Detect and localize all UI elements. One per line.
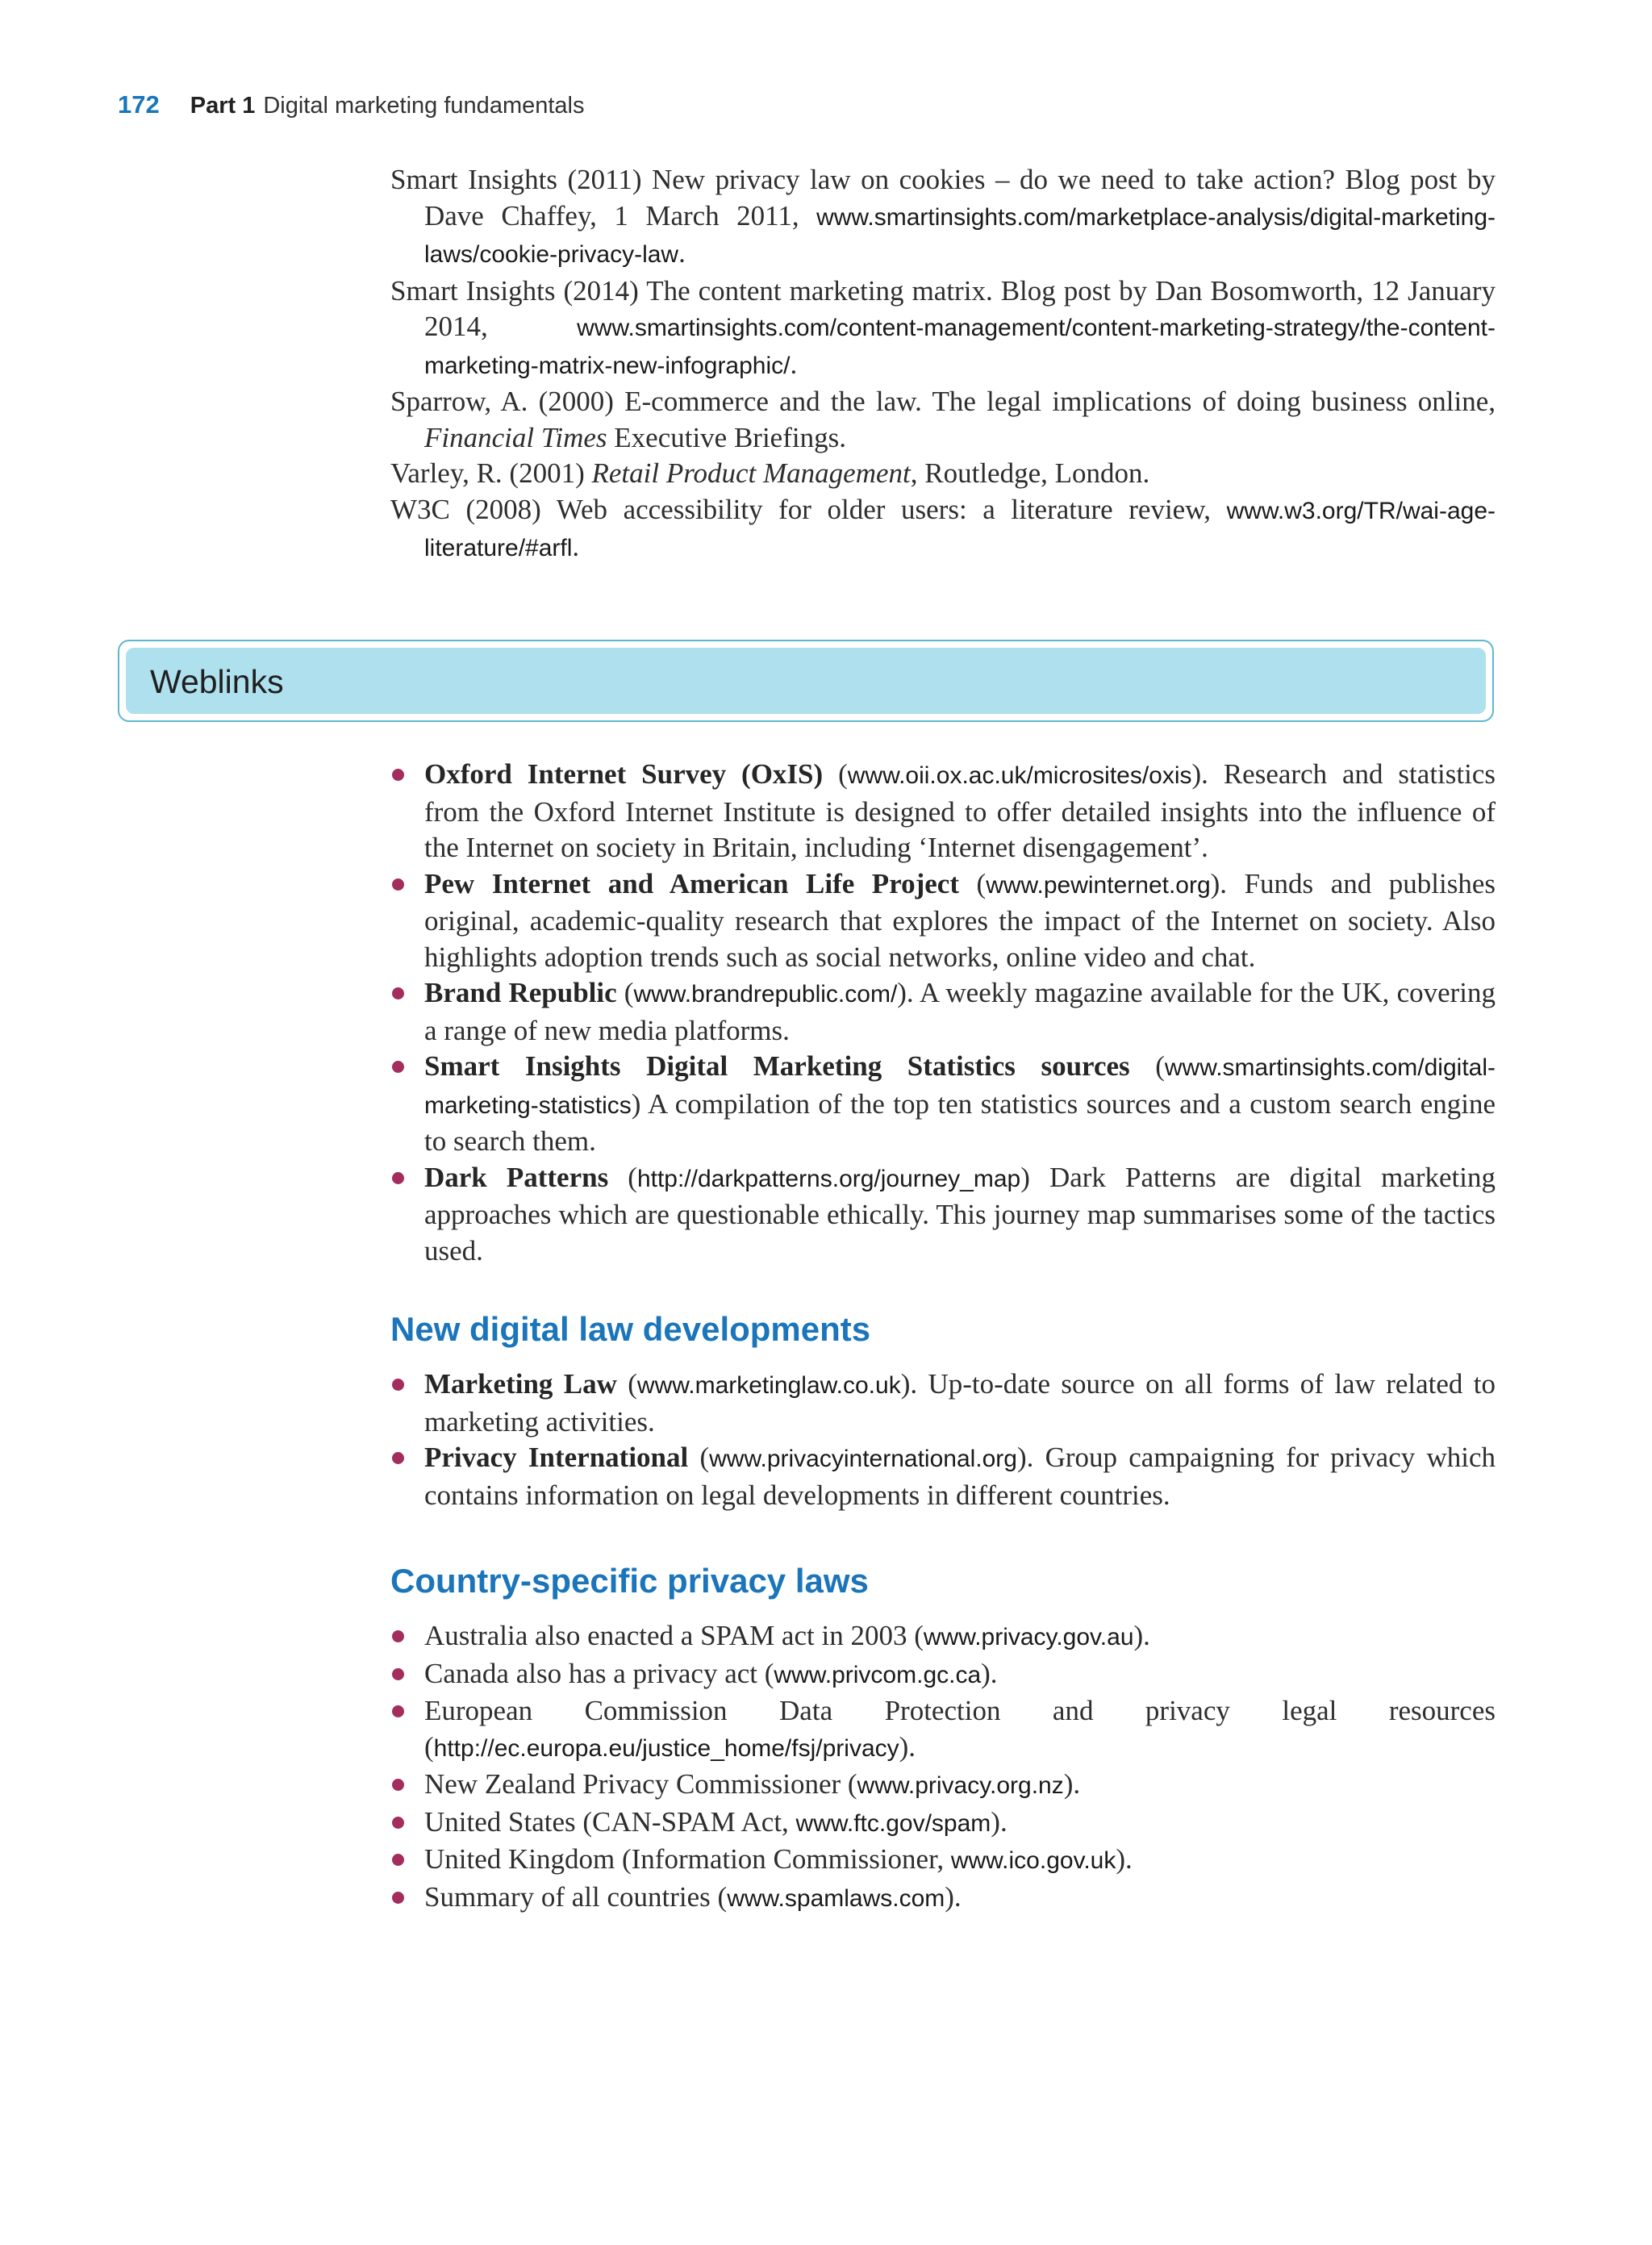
list-item: Marketing Law (www.marketinglaw.co.uk). Up-to-date source on all forms of law related to marketing activities. bbox=[390, 1367, 1496, 1440]
list-item: New Zealand Privacy Commissioner (www.privacy.org.nz). bbox=[390, 1767, 1496, 1805]
weblink-url[interactable]: www.pewinternet.org bbox=[986, 871, 1211, 899]
references-list bbox=[390, 162, 1496, 567]
bullet-icon bbox=[392, 1630, 404, 1642]
weblink-url[interactable]: http://ec.europa.eu/justice_home/fsj/privacy bbox=[433, 1734, 899, 1762]
weblinks-heading: Weblinks bbox=[150, 663, 284, 700]
weblink-url[interactable]: www.marketinglaw.co.uk bbox=[636, 1372, 901, 1399]
bullet-icon bbox=[392, 1379, 404, 1391]
list-item: Smart Insights Digital Marketing Statistics sources (www.smartinsights.com/digital-marketing-statistics) A compilation of the top ten statistics sources and a custom search engine to search them. bbox=[390, 1049, 1496, 1160]
law-developments-section bbox=[390, 1308, 1496, 1513]
weblink-url[interactable]: www.privacyinternational.org bbox=[709, 1446, 1017, 1472]
privacy-laws-section bbox=[390, 1560, 1496, 1917]
list-item: Australia also enacted a SPAM act in 2003 (www.privacy.gov.au). bbox=[390, 1618, 1496, 1656]
list-item: Dark Patterns (http://darkpatterns.org/journey_map) Dark Patterns are digital marketing approaches which are questionable ethically. This journey map summarises some of the tactics used. bbox=[390, 1160, 1496, 1270]
law-developments-list bbox=[390, 1367, 1496, 1513]
list-item: Brand Republic (www.brandrepublic.com/). A weekly magazine available for the UK, covering a range of new media platforms. bbox=[390, 975, 1496, 1049]
list-item: United Kingdom (Information Commissioner, www.ico.gov.uk). bbox=[390, 1842, 1496, 1880]
reference-entry: Sparrow, A. (2000) E-commerce and the law. The legal implications of doing business online, Financial Times Executive Briefings. bbox=[390, 386, 1496, 453]
bullet-icon bbox=[392, 1452, 404, 1464]
weblinks-banner bbox=[118, 640, 1494, 722]
list-item: United States (CAN-SPAM Act, www.ftc.gov/spam). bbox=[390, 1805, 1496, 1842]
list-item: Pew Internet and American Life Project (www.pewinternet.org). Funds and publishes original, academic-quality research that explores the impact of the Internet on society. Also highlights adoption trends such as social networks, online video and chat. bbox=[390, 866, 1496, 976]
list-item: Privacy International (www.privacyinternational.org). Group campaigning for privacy which contains information on legal developments in different countries. bbox=[390, 1440, 1496, 1513]
reference-entry: Varley, R. (2001) Retail Product Management, Routledge, London. bbox=[390, 457, 1150, 489]
list-item: Canada also has a privacy act (www.privcom.gc.ca). bbox=[390, 1656, 1496, 1694]
bullet-icon bbox=[392, 878, 404, 891]
weblink-url[interactable]: http://darkpatterns.org/journey_map bbox=[636, 1165, 1021, 1192]
list-item: Summary of all countries (www.spamlaws.com). bbox=[390, 1880, 1496, 1917]
bullet-icon bbox=[392, 769, 404, 781]
law-developments-heading: New digital law developments bbox=[390, 1310, 871, 1348]
reference-entry: Smart Insights (2014) The content marketing matrix. Blog post by Dan Bosomworth, 12 January 2014, www.smartinsights.com/content-management/content-marketing-strategy/the-content-marketing-matrix-new-infographic/. bbox=[390, 274, 1496, 380]
list-item: Oxford Internet Survey (OxIS) (www.oii.ox.ac.uk/microsites/oxis). Research and statistics from the Oxford Internet Institute is designed to offer detailed insights into the influence of the Internet on society in Britain, including ‘Internet disengagement’. bbox=[390, 757, 1496, 866]
part-label: Part 1 bbox=[190, 93, 256, 119]
reference-entry: Smart Insights (2011) New privacy law on cookies – do we need to take action? Blog post by Dave Chaffey, 1 March 2011, www.smartinsights.com/marketplace-analysis/digital-marketing-laws/cookie-privacy-law. bbox=[390, 164, 1496, 269]
bullet-icon bbox=[392, 1817, 404, 1829]
part-title: Digital marketing fundamentals bbox=[263, 93, 585, 119]
bullet-icon bbox=[392, 1854, 404, 1866]
running-header bbox=[118, 90, 585, 131]
privacy-laws-list bbox=[390, 1618, 1496, 1917]
bullet-icon bbox=[392, 1668, 404, 1680]
bullet-icon bbox=[392, 987, 404, 999]
weblinks-list bbox=[390, 757, 1496, 1269]
weblink-url[interactable]: www.ftc.gov/spam bbox=[795, 1809, 991, 1837]
reference-link[interactable]: www.smartinsights.com/content-management/content-marketing-strategy/the-content-marketing-matrix-new-infographic/ bbox=[424, 315, 1496, 379]
weblink-url[interactable]: www.privcom.gc.ca bbox=[774, 1661, 982, 1688]
weblink-url[interactable]: www.privacy.org.nz bbox=[857, 1772, 1064, 1799]
weblink-url[interactable]: www.ico.gov.uk bbox=[950, 1847, 1116, 1874]
bullet-icon bbox=[392, 1892, 404, 1904]
reference-entry: W3C (2008) Web accessibility for older users: a literature review, www.w3.org/TR/wai-age-literature/#arfl. bbox=[390, 493, 1496, 562]
reference-link[interactable]: www.smartinsights.com/marketplace-analysis/digital-marketing-laws/cookie-privacy-law bbox=[424, 203, 1496, 268]
weblink-url[interactable]: www.smartinsights.com/digital-marketing-statistics bbox=[424, 1054, 1496, 1119]
weblinks-banner-fill bbox=[126, 648, 1486, 714]
privacy-laws-heading: Country-specific privacy laws bbox=[390, 1562, 869, 1600]
page-number: 172 bbox=[118, 90, 160, 119]
reference-link[interactable]: www.w3.org/TR/wai-age-literature/#arfl bbox=[424, 497, 1496, 561]
bullet-icon bbox=[392, 1172, 404, 1184]
weblink-url[interactable]: www.oii.ox.ac.uk/microsites/oxis bbox=[847, 762, 1192, 789]
weblinks-section bbox=[390, 757, 1496, 1269]
bullet-icon bbox=[392, 1705, 404, 1717]
weblink-url[interactable]: www.brandrepublic.com/ bbox=[633, 981, 898, 1008]
bullet-icon bbox=[392, 1061, 404, 1073]
bullet-icon bbox=[392, 1779, 404, 1791]
list-item: European Commission Data Protection and privacy legal resources (http://ec.europa.eu/justice_home/fsj/privacy). bbox=[390, 1693, 1496, 1767]
weblink-url[interactable]: www.spamlaws.com bbox=[727, 1884, 945, 1912]
weblink-url[interactable]: www.privacy.gov.au bbox=[923, 1624, 1134, 1650]
